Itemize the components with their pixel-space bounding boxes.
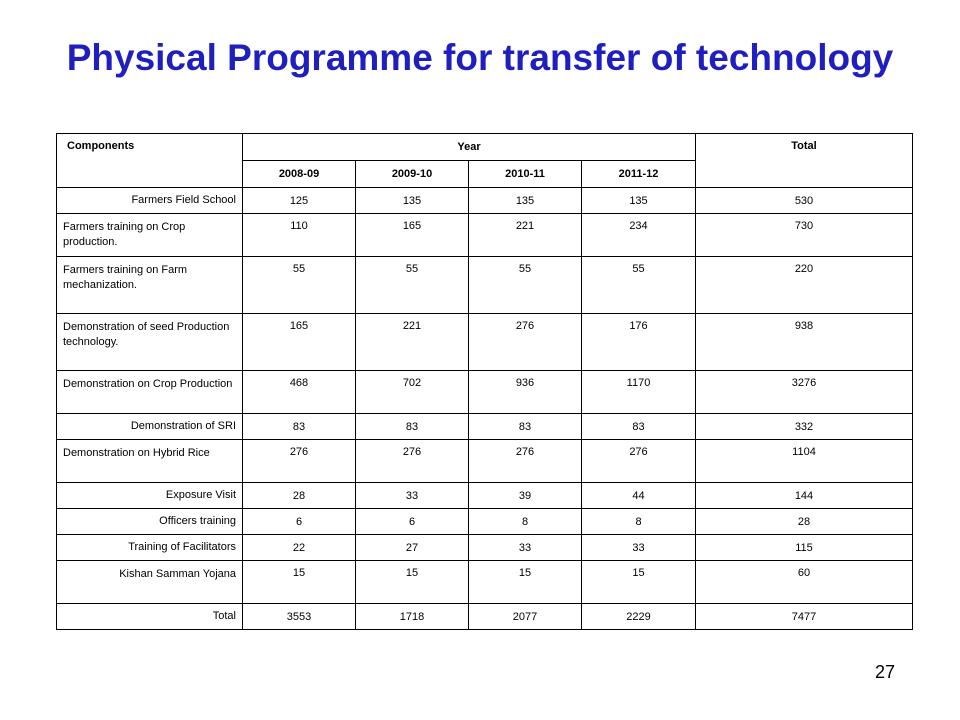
value-cell: 55 [469, 257, 582, 314]
value-cell: 702 [356, 371, 469, 414]
value-cell: 125 [243, 188, 356, 214]
value-cell: 936 [469, 371, 582, 414]
table-row [57, 440, 913, 483]
table-row [57, 257, 913, 314]
component-cell: Farmers training on Farm mechanization. [57, 257, 243, 314]
value-cell: 33 [469, 535, 582, 561]
total-cell: 144 [696, 483, 913, 509]
total-cell: 115 [696, 535, 913, 561]
value-cell: 15 [243, 561, 356, 604]
value-cell: 468 [243, 371, 356, 414]
total-value-cell: 3553 [243, 604, 356, 630]
table-row [57, 535, 913, 561]
table-row [57, 483, 913, 509]
page-number: 27 [874, 662, 896, 682]
total-cell: 1104 [696, 440, 913, 483]
value-cell: 22 [243, 535, 356, 561]
value-cell: 27 [356, 535, 469, 561]
value-cell: 8 [469, 509, 582, 535]
value-cell: 15 [469, 561, 582, 604]
total-cell: 28 [696, 509, 913, 535]
value-cell: 83 [582, 414, 696, 440]
header-year-2010-11: 2010-11 [469, 161, 582, 188]
header-components: Components [57, 134, 243, 188]
table-row [57, 314, 913, 371]
table-row [57, 509, 913, 535]
header-year-2011-12: 2011-12 [582, 161, 696, 188]
value-cell: 135 [356, 188, 469, 214]
value-cell: 1170 [582, 371, 696, 414]
value-cell: 135 [582, 188, 696, 214]
value-cell: 33 [582, 535, 696, 561]
value-cell: 176 [582, 314, 696, 371]
value-cell: 221 [469, 214, 582, 257]
value-cell: 165 [356, 214, 469, 257]
value-cell: 6 [243, 509, 356, 535]
component-cell: Training of Facilitators [57, 535, 243, 561]
value-cell: 28 [243, 483, 356, 509]
value-cell: 276 [469, 440, 582, 483]
total-cell: 730 [696, 214, 913, 257]
header-total: Total [696, 134, 913, 188]
total-value-cell: 2229 [582, 604, 696, 630]
value-cell: 15 [356, 561, 469, 604]
component-cell: Demonstration of seed Production technology. [57, 314, 243, 371]
component-cell: Kishan Samman Yojana [57, 561, 243, 604]
component-cell: Exposure Visit [57, 483, 243, 509]
header-year-2009-10: 2009-10 [356, 161, 469, 188]
total-label-cell: Total [57, 604, 243, 630]
header-year-2008-09: 2008-09 [243, 161, 356, 188]
value-cell: 55 [243, 257, 356, 314]
value-cell: 6 [356, 509, 469, 535]
component-cell: Demonstration of SRI [57, 414, 243, 440]
value-cell: 83 [469, 414, 582, 440]
programme-table [56, 133, 913, 630]
value-cell: 83 [243, 414, 356, 440]
total-cell: 332 [696, 414, 913, 440]
value-cell: 33 [356, 483, 469, 509]
total-value-cell: 1718 [356, 604, 469, 630]
component-cell: Farmers Field School [57, 188, 243, 214]
value-cell: 276 [356, 440, 469, 483]
table-row [57, 214, 913, 257]
component-cell: Demonstration on Crop Production [57, 371, 243, 414]
slide-title: Physical Programme for transfer of technology [66, 37, 894, 78]
table-row [57, 188, 913, 214]
value-cell: 165 [243, 314, 356, 371]
value-cell: 276 [582, 440, 696, 483]
value-cell: 135 [469, 188, 582, 214]
total-cell: 220 [696, 257, 913, 314]
value-cell: 276 [243, 440, 356, 483]
table-header-row [57, 134, 913, 161]
grand-total-cell: 7477 [696, 604, 913, 630]
value-cell: 55 [356, 257, 469, 314]
table-total-row [57, 604, 913, 630]
value-cell: 276 [469, 314, 582, 371]
total-value-cell: 2077 [469, 604, 582, 630]
total-cell: 530 [696, 188, 913, 214]
value-cell: 55 [582, 257, 696, 314]
header-year: Year [243, 134, 696, 161]
component-cell: Officers training [57, 509, 243, 535]
table-row [57, 414, 913, 440]
value-cell: 83 [356, 414, 469, 440]
value-cell: 44 [582, 483, 696, 509]
component-cell: Farmers training on Crop production. [57, 214, 243, 257]
table-row [57, 371, 913, 414]
value-cell: 39 [469, 483, 582, 509]
total-cell: 3276 [696, 371, 913, 414]
total-cell: 60 [696, 561, 913, 604]
table-row [57, 561, 913, 604]
value-cell: 8 [582, 509, 696, 535]
component-cell: Demonstration on Hybrid Rice [57, 440, 243, 483]
value-cell: 234 [582, 214, 696, 257]
value-cell: 221 [356, 314, 469, 371]
value-cell: 110 [243, 214, 356, 257]
total-cell: 938 [696, 314, 913, 371]
value-cell: 15 [582, 561, 696, 604]
